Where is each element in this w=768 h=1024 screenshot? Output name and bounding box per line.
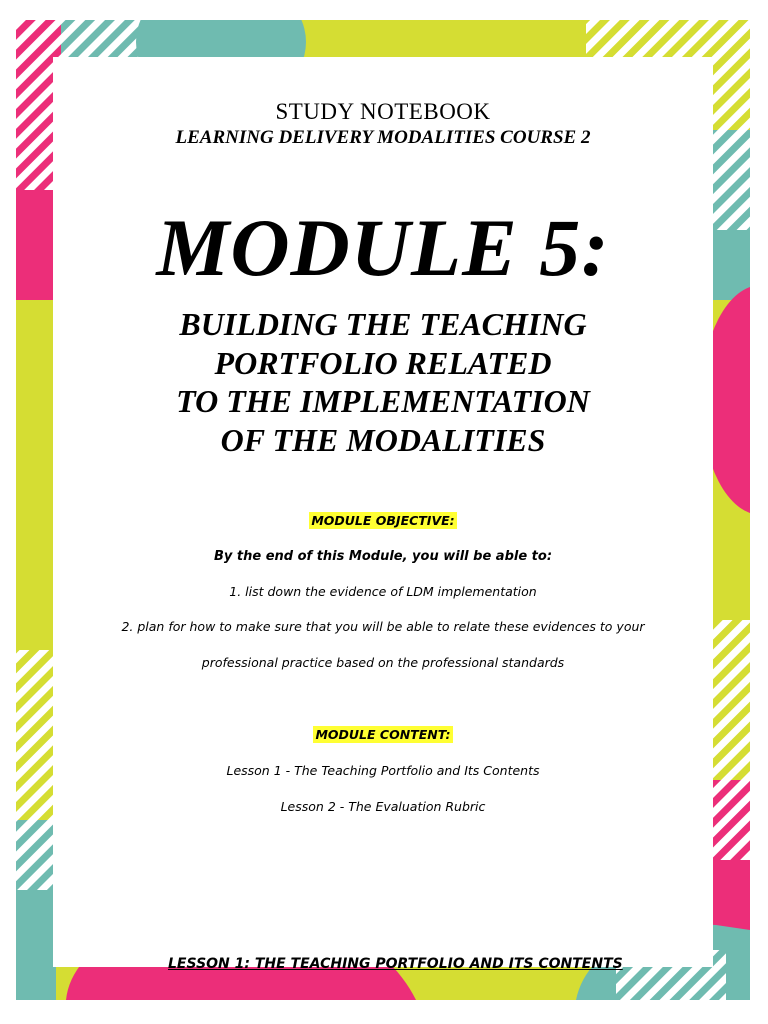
- lesson-1-heading: LESSON 1: THE TEACHING PORTFOLIO AND ITS CONTENTS: [168, 956, 623, 972]
- lesson-list-item: Lesson 1 - The Teaching Portfolio and Its Contents: [226, 763, 540, 778]
- lesson-list-item: Lesson 2 - The Evaluation Rubric: [280, 799, 486, 814]
- content-area: [53, 57, 713, 967]
- objective-intro: By the end of this Module, you will be able to:: [213, 549, 553, 564]
- module-content-heading: [53, 727, 713, 742]
- module-title: [53, 305, 713, 459]
- objective-item: 2. plan for how to make sure that you will be able to relate these evidences to your: [121, 619, 645, 634]
- course-title: LEARNING DELIVERY MODALITIES COURSE 2: [175, 127, 591, 148]
- objective-item-continuation: professional practice based on the professional standards: [201, 655, 565, 670]
- module-number-heading: MODULE 5:: [156, 202, 610, 293]
- module-objective-heading: [53, 513, 713, 528]
- objective-item: 1. list down the evidence of LDM implementation: [229, 584, 537, 599]
- module-title-line: PORTFOLIO RELATED: [214, 344, 552, 381]
- module-title-line: BUILDING THE TEACHING: [179, 306, 587, 342]
- notebook-title: STUDY NOTEBOOK: [275, 99, 491, 124]
- content-heading-highlight: MODULE CONTENT:: [315, 727, 451, 742]
- objective-heading-highlight: MODULE OBJECTIVE:: [311, 513, 455, 528]
- module-title-line: TO THE IMPLEMENTATION: [176, 383, 590, 419]
- module-title-line: OF THE MODALITIES: [220, 421, 546, 458]
